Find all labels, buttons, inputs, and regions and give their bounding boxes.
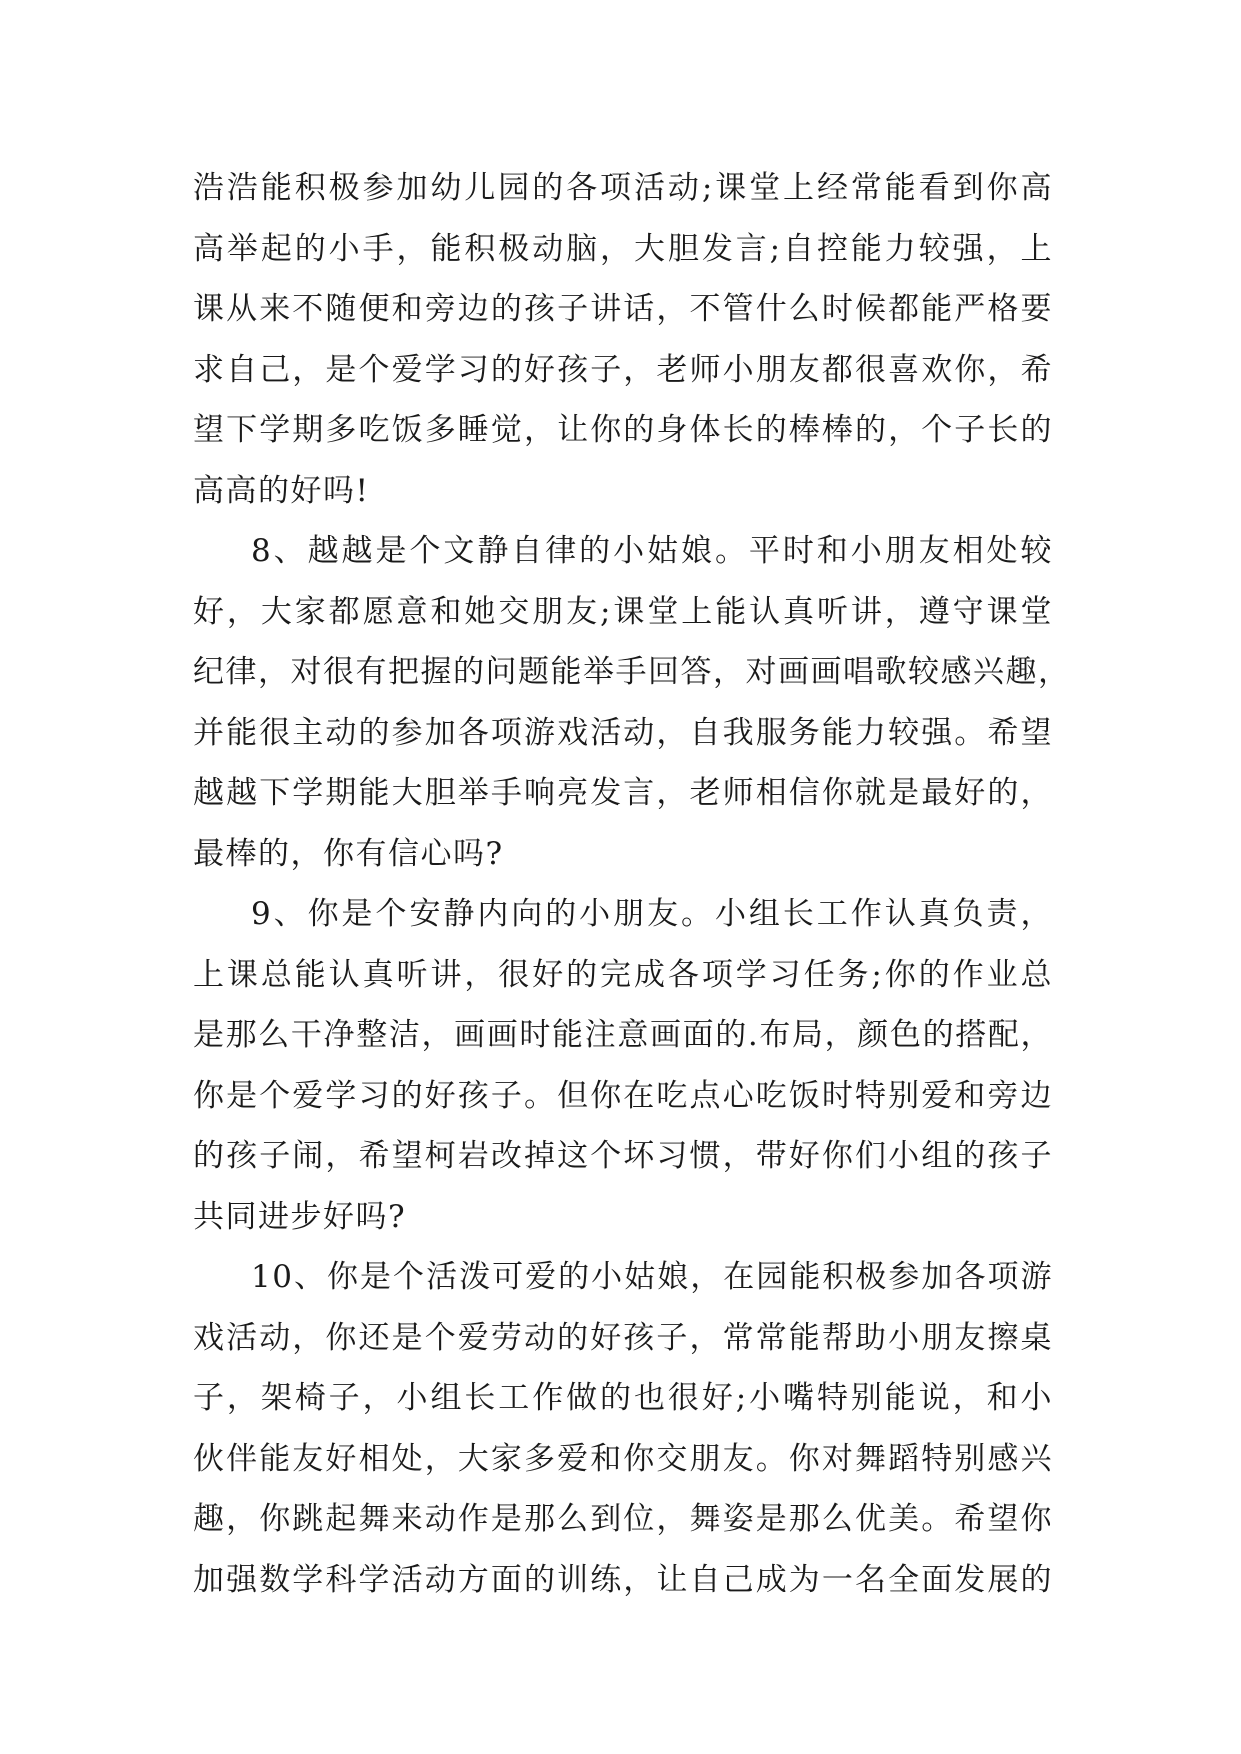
text-line: 纪律，对很有把握的问题能举手回答，对画画唱歌较感兴趣， — [193, 654, 1071, 690]
paragraph-start-line: 9、你是个安静内向的小朋友。小组长工作认真负责， — [251, 896, 1053, 932]
text-line: 你是个爱学习的好孩子。但你在吃点心吃饭时特别爱和旁边 — [193, 1077, 1053, 1114]
text-line: 戏活动，你还是个爱劳动的好孩子，常常能帮助小朋友擦桌 — [193, 1319, 1053, 1356]
text-line: 最棒的，你有信心吗? — [193, 835, 504, 872]
text-line: 高举起的小手，能积极动脑，大胆发言;自控能力较强，上 — [193, 230, 1053, 267]
text-line: 加强数学科学活动方面的训练，让自己成为一名全面发展的 — [193, 1561, 1053, 1598]
text-line: 是那么干净整洁，画画时能注意画面的.布局，颜色的搭配， — [193, 1017, 1053, 1053]
text-line: 浩浩能积极参加幼儿园的各项活动;课堂上经常能看到你高 — [193, 170, 1053, 206]
body-text — [193, 158, 1071, 1610]
text-line: 好，大家都愿意和她交朋友;课堂上能认真听讲，遵守课堂 — [193, 593, 1053, 630]
text-line: 子，架椅子，小组长工作做的也很好;小嘴特别能说，和小 — [193, 1380, 1053, 1416]
text-line: 并能很主动的参加各项游戏活动，自我服务能力较强。希望 — [193, 714, 1053, 751]
text-line: 课从来不随便和旁边的孩子讲话，不管什么时候都能严格要 — [193, 291, 1053, 327]
text-line: 趣，你跳起舞来动作是那么到位，舞姿是那么优美。希望你 — [193, 1501, 1053, 1537]
text-line: 高高的好吗! — [193, 472, 370, 509]
paragraph-start-line: 8、越越是个文静自律的小姑娘。平时和小朋友相处较 — [251, 533, 1053, 569]
text-line: 上课总能认真听讲，很好的完成各项学习任务;你的作业总 — [193, 956, 1053, 993]
text-line: 伙伴能友好相处，大家多爱和你交朋友。你对舞蹈特别感兴 — [193, 1440, 1053, 1477]
text-line: 的孩子闹，希望柯岩改掉这个坏习惯，带好你们小组的孩子 — [193, 1138, 1053, 1174]
text-line: 求自己，是个爱学习的好孩子，老师小朋友都很喜欢你，希 — [193, 351, 1053, 388]
text-line: 越越下学期能大胆举手响亮发言，老师相信你就是最好的， — [193, 775, 1053, 811]
paragraph-start-line: 10、你是个活泼可爱的小姑娘，在园能积极参加各项游 — [251, 1259, 1053, 1295]
text-line: 共同进步好吗? — [193, 1198, 407, 1235]
text-line: 望下学期多吃饭多睡觉，让你的身体长的棒棒的，个子长的 — [193, 412, 1053, 448]
